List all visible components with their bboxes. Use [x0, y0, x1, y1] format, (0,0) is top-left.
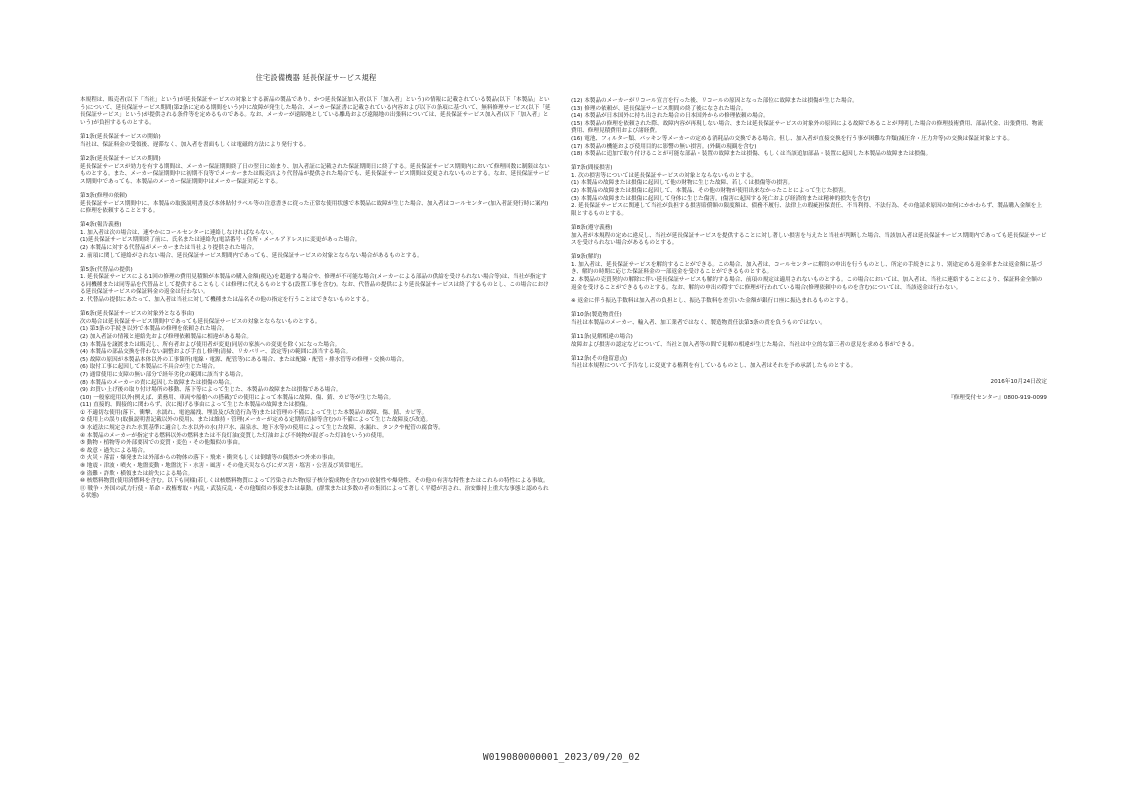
section-line: (12) 本製品のメーカーがリコール宣言を行った後、リコールの原因となった部位に故障または損傷が生じた場合。 [571, 98, 858, 104]
section-line: (16) 電池、フィルター類、パッキン等メーカーの定める消耗品の交換である場合。但し、加入者が直接交換を行う事が困難な弁類(減圧弁・圧力弁等)の交換は保証対象とする。 [571, 135, 1013, 142]
section-line: (14) 本製品が日本国外に持ち出された場合の日本国外からの修理依頼の場合。 [571, 113, 769, 120]
section-line: ⑥ 故意・過失による場合。 [80, 447, 149, 454]
section-line: 2. 前項に関して連絡がされない場合、延長保証サービス期間内であっても、延長保証サービスの対象とならない場合があるものとする。 [80, 252, 423, 259]
section-line: (10) 一般家庭用以外(例えば、業務用、車両や船舶への搭載)での使用によって本製品に故障、傷、錆、カビ等が生じた場合。 [80, 394, 395, 401]
section-heading: 第12条(その他留意点) [571, 355, 628, 362]
section-line: (1) 本製品の故障または損傷に起因して他の財物に生じた故障、若しくは損傷等の損害。 [571, 180, 794, 187]
section-line: 延長保証サービスが効力を有する期間は、メーカー保証期間終了日の翌日に始まり、加入者証に記載された保証期間日に終了する。延長保証サービス期間内において修理回数に制限はないものとする。また、メーカー保証期間中に初期不良等でメーカーまたは販売店より代替品が提供された場合でも、延長保証サービス期間は変更されないものとする。なお、延長保証サービス期間中であっても、本製品のメーカー保証期間中はメーカー保証対応とする。 [80, 163, 550, 185]
section-line: 1. 加入者は次の場合は、速やかにコールセンターに連絡しなければならない。 [80, 229, 277, 236]
section-line: (3) 本製品の故障または損傷に起因して身体に生じた傷害。(傷害に起因する死亡および経済的または精神的損失を含む) [571, 195, 871, 202]
section-line: (2) 本製品の故障または損傷に起因して、本製品、その他の財物が使用出来なかったことによって生じた損害。 [571, 188, 850, 195]
right-sections [571, 98, 1047, 371]
right-section [571, 334, 1047, 349]
section-line: 1. 延長保証サービスによる1回の修理の費用見積額が本製品の購入金額(税込)を超過する場合や、修理が不可能な場合(メーカーによる部品の供給を受けられない場合等)は、当社が指定する同機種または同等品を代替品として提供することもしくは修理に代えるものとする(設置工事を含む)。なお、代替品の提供により延長保証サービスは終了するものとし、この場合における延長保証サービスの保証料金の返金は行わない。 [80, 274, 549, 296]
section-heading: 第10条(製造物責任) [571, 312, 622, 319]
right-section [571, 165, 1047, 218]
section-line: ⑪ 戦争・外国の武力行使・革命・政権奪取・内乱・武装反乱・その他類似の事変または暴動。(群衆または多数の者の集団によって著しく平穏が害され、治安維持上重大な事態と認められる状態) [80, 485, 549, 500]
right-column [571, 98, 1047, 410]
section-line: 2. 延長保証サービスに関連して当社が負担する損害賠償額の限度額は、債務不履行、法律上の瑕疵担保責任、不当利得、不法行為、その他請求原因の如何にかかわらず、製品購入金額を上限とするものとする。 [571, 203, 1042, 217]
intro-paragraph: 本規程は、販売者(以下「当社」という)が延長保証サービスの対象とする新品の製品であり、かつ延長保証加入者(以下「加入者」という)の情報に記載されている製品(以下「本製品」という)について、延長保証サービス期間(第2条に定める期間をいう)中に故障が発生した場合、メーカー保証書に記載されている内容および以下の条項に基づいて、無料修理サービス(以下「延長保証サービス」という)が提供される条件等を定めるものである。なお、メーカーが遠隔地としている離島および遠隔地の出張料については、延長保証サービス加入者(以下「加入者」という)が負担するものとする。 [80, 97, 551, 126]
section-line: 1. 次の損害等については延長保証サービスの対象とならないものとする。 [571, 172, 758, 179]
contact-line: 『修理受付センター』0800-919-0099 [948, 395, 1047, 402]
left-section [80, 311, 552, 501]
section-heading: 第5条(代替品の提供) [80, 266, 133, 273]
section-line: (18) 本製品に追加で取り付けることが可能な部品・装置の故障または損傷、もしくは当該追加部品・装置に起因した本製品の故障または損傷。 [571, 151, 932, 158]
section-heading: 第7条(間接損害) [571, 165, 613, 172]
section-line: (4) 本製品の部品交換を伴わない調整および手直し修理(清掃、リカバリー、設定等)の範囲に該当する場合。 [80, 349, 352, 356]
section-line: (15) 本製品の修理を依頼された際、故障内容が再現しない場合、または延長保証サービスの対象外の原因による故障であることが判明した場合の修理技術費用、部品代金、出張費用、物流費用、修理見積費用および諸経費。 [571, 120, 1043, 135]
section-line: 1. 加入者は、延長保証サービスを解約することができる。この場合、加入者は、コールセンターに解約の申出を行うものとし、所定の手続きにより、別途定める返金率または返金額に基づき、解約の時期に応じた保証料金の一部返金を受けることができるものとする。 [571, 261, 1043, 276]
section-line: (2) 加入者証の情報と連絡先および修理依頼製品に相違がある場合。 [80, 333, 252, 340]
left-section [80, 134, 552, 149]
right-section [571, 225, 1047, 248]
document-code: W019080000001_2023/09/20_02 [482, 752, 641, 763]
revision-date: 2016年10月24日改定 [990, 378, 1047, 385]
section-line: (8) 本製品のメーカーの責に起因した故障または損傷の場合。 [80, 379, 236, 386]
section-line: 当社は、保証料金の受領後、遅滞なく、加入者を書面もしくは電磁的方法により発行する。 [80, 141, 310, 148]
section-line: ⑤ 動物・植物等の外部要因での変質・変色・その他類似の事由。 [80, 440, 244, 447]
section-line: (7) 通常使用に支障の無い部分で経年劣化の範囲に該当する場合。 [80, 371, 247, 378]
section-line: (11) 直接的、間接的に関わらず、次に掲げる事由によって生じた本製品の故障または損傷。 [80, 402, 311, 409]
section-line: ① 不適切な使用(落下、衝撃、水濡れ、電池漏洩、埋設及び改造行為等)または管理の不備によって生じた本製品の故障、傷、錆、カビ等。 [80, 409, 428, 416]
left-section [80, 267, 552, 305]
right-section [571, 356, 1047, 371]
section-heading: 第1条(延長保証サービスの開始) [80, 134, 161, 141]
section-line: 2. 本製品の売買契約の解除に伴い延長保証サービスも解約する場合、前項の規定は適用されないものとする。この場合においては、加入者は、当社に連絡することにより、保証料金全額の返金を受けることができるものとする。なお、解約の申出の際すでに修理が行われている場合(修理依頼中のものを含む)については、当該返金は行わない。 [571, 276, 1043, 291]
section-line: (1) 第3条の手続き以外で本製品の修理を依頼された場合。 [80, 326, 228, 333]
section-line: ※ 返金に伴う振込手数料は加入者の負担とし、振込手数料を差引いた金額が銀行口座に振込まれるものとする。 [571, 298, 852, 305]
left-section [80, 156, 552, 186]
section-line: ⑩ 核燃料物質(使用済燃料を含む。以下も同様)若しくは核燃料物質によって汚染された物(原子核分裂成物を含む)の放射性や爆発性、その他の有害な特性またはこれらの特性による事故。 [80, 478, 549, 485]
left-column [80, 97, 552, 508]
section-heading: 第11条(見解相違の場合) [571, 333, 633, 340]
document-title: 住宅設備機器 延長保証サービス規程 [255, 73, 377, 82]
section-line: 当社は本製品のメーカー、輸入者、加工業者ではなく、製造物責任法第3条の責を負うものではない。 [571, 319, 826, 326]
section-line: 延長保証サービス期間中に、本製品の取扱説明書及び本体貼付ラベル等の注意書きに従った正常な使用状態で本製品に故障が生じた場合、加入者はコールセンター(加入者証発行時に案内)に修理を依頼することとする。 [80, 200, 549, 215]
section-line: 加入者が本規程の定めに違反し、当社が延長保証サービスを提供することに対し著しい損害を与えたと当社が判断した場合、当該加入者は延長保証サービス期間内であっても延長保証サービスを受けられない場合があるものとする。 [571, 232, 1047, 247]
right-section [571, 254, 1047, 306]
section-line: (1)延長保証サービス期間終了前に、氏名または連絡先(電話番号・住所・メールアドレス)に変更があった場合。 [80, 237, 361, 244]
section-heading: 第9条(解約) [571, 254, 602, 261]
section-line: (17) 本製品の機能および使用目的に影響の無い損害。(外観の現観を含む) [571, 143, 757, 150]
section-line: ⑨ 盗難・詐欺・横領または紛失による場合。 [80, 470, 194, 477]
section-line: ④ 本製品のメーカーが指定する燃料以外の燃料または不良灯油(変質した灯油および不純物が混ざった灯油をいう)の使用。 [80, 432, 388, 439]
section-line: ⑧ 地震・津波・噴火・地盤変動・地盤沈下・水害・風害・その他天災ならびにガス害・塩害・公害及び異常電圧。 [80, 463, 367, 470]
section-heading: 第2条(延長保証サービスの期間) [80, 156, 161, 163]
section-line: 当社は本規程について予告なしに変更する権利を有しているものとし、加入者はそれを予め承諾したものとする。 [571, 363, 857, 370]
section-line: 次の場合は延長保証サービス期間中であっても延長保証サービスの対象とならないものとする。 [80, 318, 321, 325]
section-line: ② 使用上の誤り(取扱説明書記載以外の使用)、または維持・管理(メーカーが定める定期的清掃等含む)の不備によって生じた故障及び改造。 [80, 417, 432, 424]
section-line: (2) 本製品に対する代替品がメーカーまたは当社より提供された場合。 [80, 245, 258, 251]
left-section [80, 222, 552, 260]
section-line: (5) 故障の原因が本製品本体以外の工事箇所(電線・電源、配管等)にある場合、または配線・配管・排水管等の修理・交換の場合。 [80, 356, 408, 363]
left-sections [80, 134, 552, 501]
section-line: (6) 取付工事に起因して本製品に不具合が生じた場合。 [80, 364, 219, 371]
section-heading: 第4条(報告義務) [80, 222, 122, 229]
section-line: ⑦ 火災・落雷・爆発または外部からの物体の落下・飛来・衝突もしくは倒壊等の偶然かつ外来の事由。 [80, 455, 339, 462]
section-line: (9) お買い上げ後の取り付け場所の移動、落下等によって生じた、本製品の故障または損傷である場合。 [80, 387, 342, 394]
section-heading: 第6条(延長保証サービスの対象外となる事由) [80, 311, 195, 318]
section-heading: 第3条(修理の依頼) [80, 192, 128, 199]
closing-block [571, 379, 1047, 403]
section-line: 2. 代替品の提供にあたって、加入者は当社に対して機種または品名その他の指定を行うことはできないものとする。 [80, 297, 373, 304]
section-line: ③ 水道法に規定された水質基準に適合した水以外の水(井戸水、温泉水、地下水等)の使用によって生じた故障、水漏れ、タンクや配管の腐食等。 [80, 425, 444, 432]
section-line: 故障および損害の認定などについて、当社と加入者等の間で見解の相違が生じた場合、当社は中立的な第三者の意見を求める事ができる。 [571, 341, 918, 348]
section-line: (13) 修理の依頼が、延長保証サービス期間の終了後になされた場合。 [571, 105, 747, 112]
section-line: (3) 本製品を譲渡または販売し、所有者および使用者が変更(同居の家族への変更を除く)になった場合。 [80, 341, 341, 348]
right-section [571, 98, 1047, 159]
right-section [571, 312, 1047, 327]
section-heading: 第8条(遵守義務) [571, 224, 613, 231]
left-section [80, 193, 552, 216]
